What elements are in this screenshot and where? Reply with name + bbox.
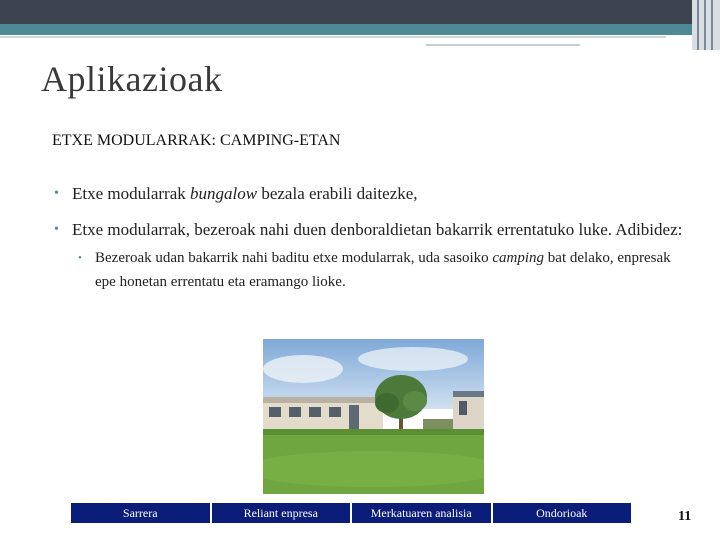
bullet-icon: • (54, 186, 59, 201)
top-banner-accent (0, 24, 720, 35)
top-divider-line (0, 36, 666, 38)
bullet-text: bat delako, enpresak epe honetan errentatu eta eramango lioke. (95, 250, 671, 290)
page-number: 11 (678, 509, 692, 524)
nav-item-reliant-enpresa[interactable]: Reliant enpresa (212, 503, 353, 523)
bullet-text: bezala erabili daitezke, (257, 184, 418, 203)
corner-decoration (692, 0, 720, 50)
slide-subtitle: ETXE MODULARRAK: CAMPING-ETAN (52, 132, 341, 149)
bullet-icon: • (54, 222, 59, 237)
bullet-text-emphasis: bungalow (190, 184, 258, 203)
bullet-item (52, 182, 692, 206)
bullet-text-emphasis: camping (492, 250, 545, 266)
bullet-icon: • (78, 252, 82, 264)
slide-title: Aplikazioak (41, 59, 223, 99)
sub-bullet-item (52, 246, 692, 294)
nav-item-sarrera[interactable]: Sarrera (71, 503, 212, 523)
bullet-item (52, 218, 692, 294)
bullet-text: Bezeroak udan bakarrik nahi baditu etxe modularrak, uda sasoiko (95, 250, 493, 266)
nav-item-merkatuaren-analisia[interactable]: Merkatuaren analisia (352, 503, 493, 523)
bullet-list (52, 182, 692, 306)
bullet-text: Etxe modularrak, bezeroak nahi duen denboraldietan bakarrik errentatuko luke. Adibidez: (72, 220, 683, 239)
top-banner-dark (0, 0, 720, 24)
top-divider-short-line (426, 44, 580, 46)
bullet-text: Etxe modularrak (72, 184, 191, 203)
nav-item-ondorioak[interactable]: Ondorioak (493, 503, 632, 523)
bottom-navigation (71, 503, 631, 523)
modular-building-photo (263, 339, 484, 494)
